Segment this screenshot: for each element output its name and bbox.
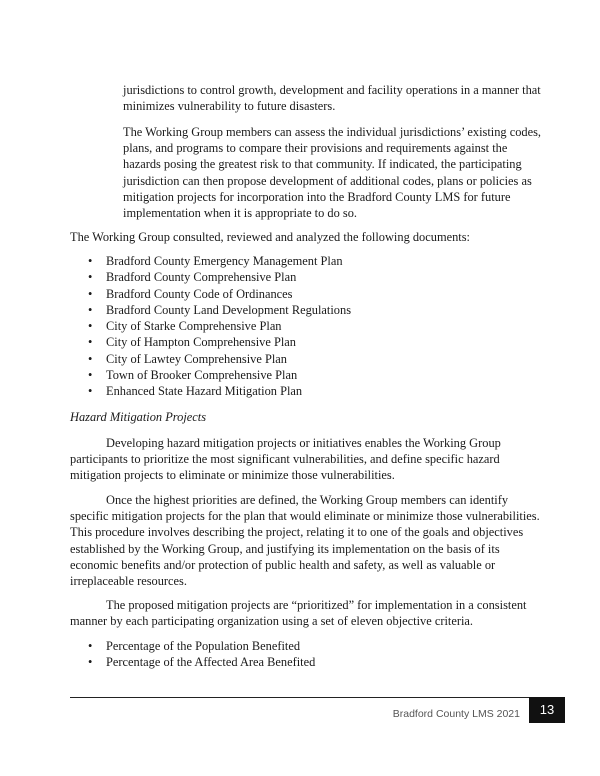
bullet-icon: •	[88, 270, 93, 285]
bullet-icon: •	[88, 351, 93, 366]
list-item: • City of Hampton Comprehensive Plan	[88, 335, 296, 350]
list-item: • Bradford County Emergency Management Plan	[88, 254, 343, 268]
list-item: • Town of Brooker Comprehensive Plan	[88, 368, 298, 383]
section-heading: Hazard Mitigation Projects	[70, 410, 207, 424]
intro-continuation-paragraph: jurisdictions to control growth, development and facility operations in a manner that minimizes vulnerability to future disasters.	[123, 83, 541, 114]
working-group-paragraph: The Working Group members can assess the individual jurisdictions’ existing codes, plans, and programs to compare their provisions and requirements against the hazards posing the greatest risk to that community. If indicated, the participating jurisdiction can then propose development of additional codes, plans or policies as mitigation projects for incorporation into the Bradford County LMS for future implementation when it is appropriate to do so.	[123, 125, 542, 221]
list-item: • City of Lawtey Comprehensive Plan	[88, 351, 288, 366]
bullet-icon: •	[88, 319, 93, 334]
list-item: • Bradford County Comprehensive Plan	[88, 270, 297, 285]
footer-divider	[70, 697, 530, 698]
footer-title: Bradford County LMS 2021	[392, 708, 520, 720]
documents-lead-paragraph: The Working Group consulted, reviewed and analyzed the following documents:	[70, 230, 470, 244]
bullet-icon: •	[88, 384, 93, 399]
bullet-icon: •	[88, 639, 93, 653]
list-item: • Percentage of the Population Benefited	[88, 639, 301, 653]
criteria-list	[88, 638, 315, 671]
bullet-icon: •	[88, 302, 93, 317]
bullet-icon: •	[88, 335, 93, 350]
section-paragraph-2: Once the highest priorities are defined, the Working Group members can identify specific mitigation projects for the plan that would eliminate or minimize those vulnerabilities. This procedure involves describing the project, relating it to one of the goals and objectives established by the Working Group, and justifying its implementation on the basis of its economic benefits and/or protection of public health and safety, as well as valuable or irreplaceable resources.	[70, 493, 540, 589]
bullet-icon: •	[88, 286, 93, 301]
bullet-icon: •	[88, 254, 93, 268]
documents-list	[88, 253, 351, 400]
list-item: • Enhanced State Hazard Mitigation Plan	[88, 384, 303, 399]
section-paragraph-1: Developing hazard mitigation projects or initiatives enables the Working Group participants to prioritize the most significant vulnerabilities, and define specific hazard mitigation projects to eliminate or minimize those vulnerabilities.	[70, 436, 501, 483]
section-paragraph-3: The proposed mitigation projects are “prioritized” for implementation in a consistent manner by each participating organization using a set of eleven objective criteria.	[70, 598, 527, 629]
bullet-icon: •	[88, 368, 93, 383]
list-item: • City of Starke Comprehensive Plan	[88, 319, 282, 334]
list-item: • Bradford County Land Development Regulations	[88, 302, 352, 317]
list-item: • Bradford County Code of Ordinances	[88, 286, 293, 301]
page-number-badge: 13	[529, 697, 565, 723]
bullet-icon: •	[88, 655, 93, 670]
list-item: • Percentage of the Affected Area Benefited	[88, 655, 316, 670]
